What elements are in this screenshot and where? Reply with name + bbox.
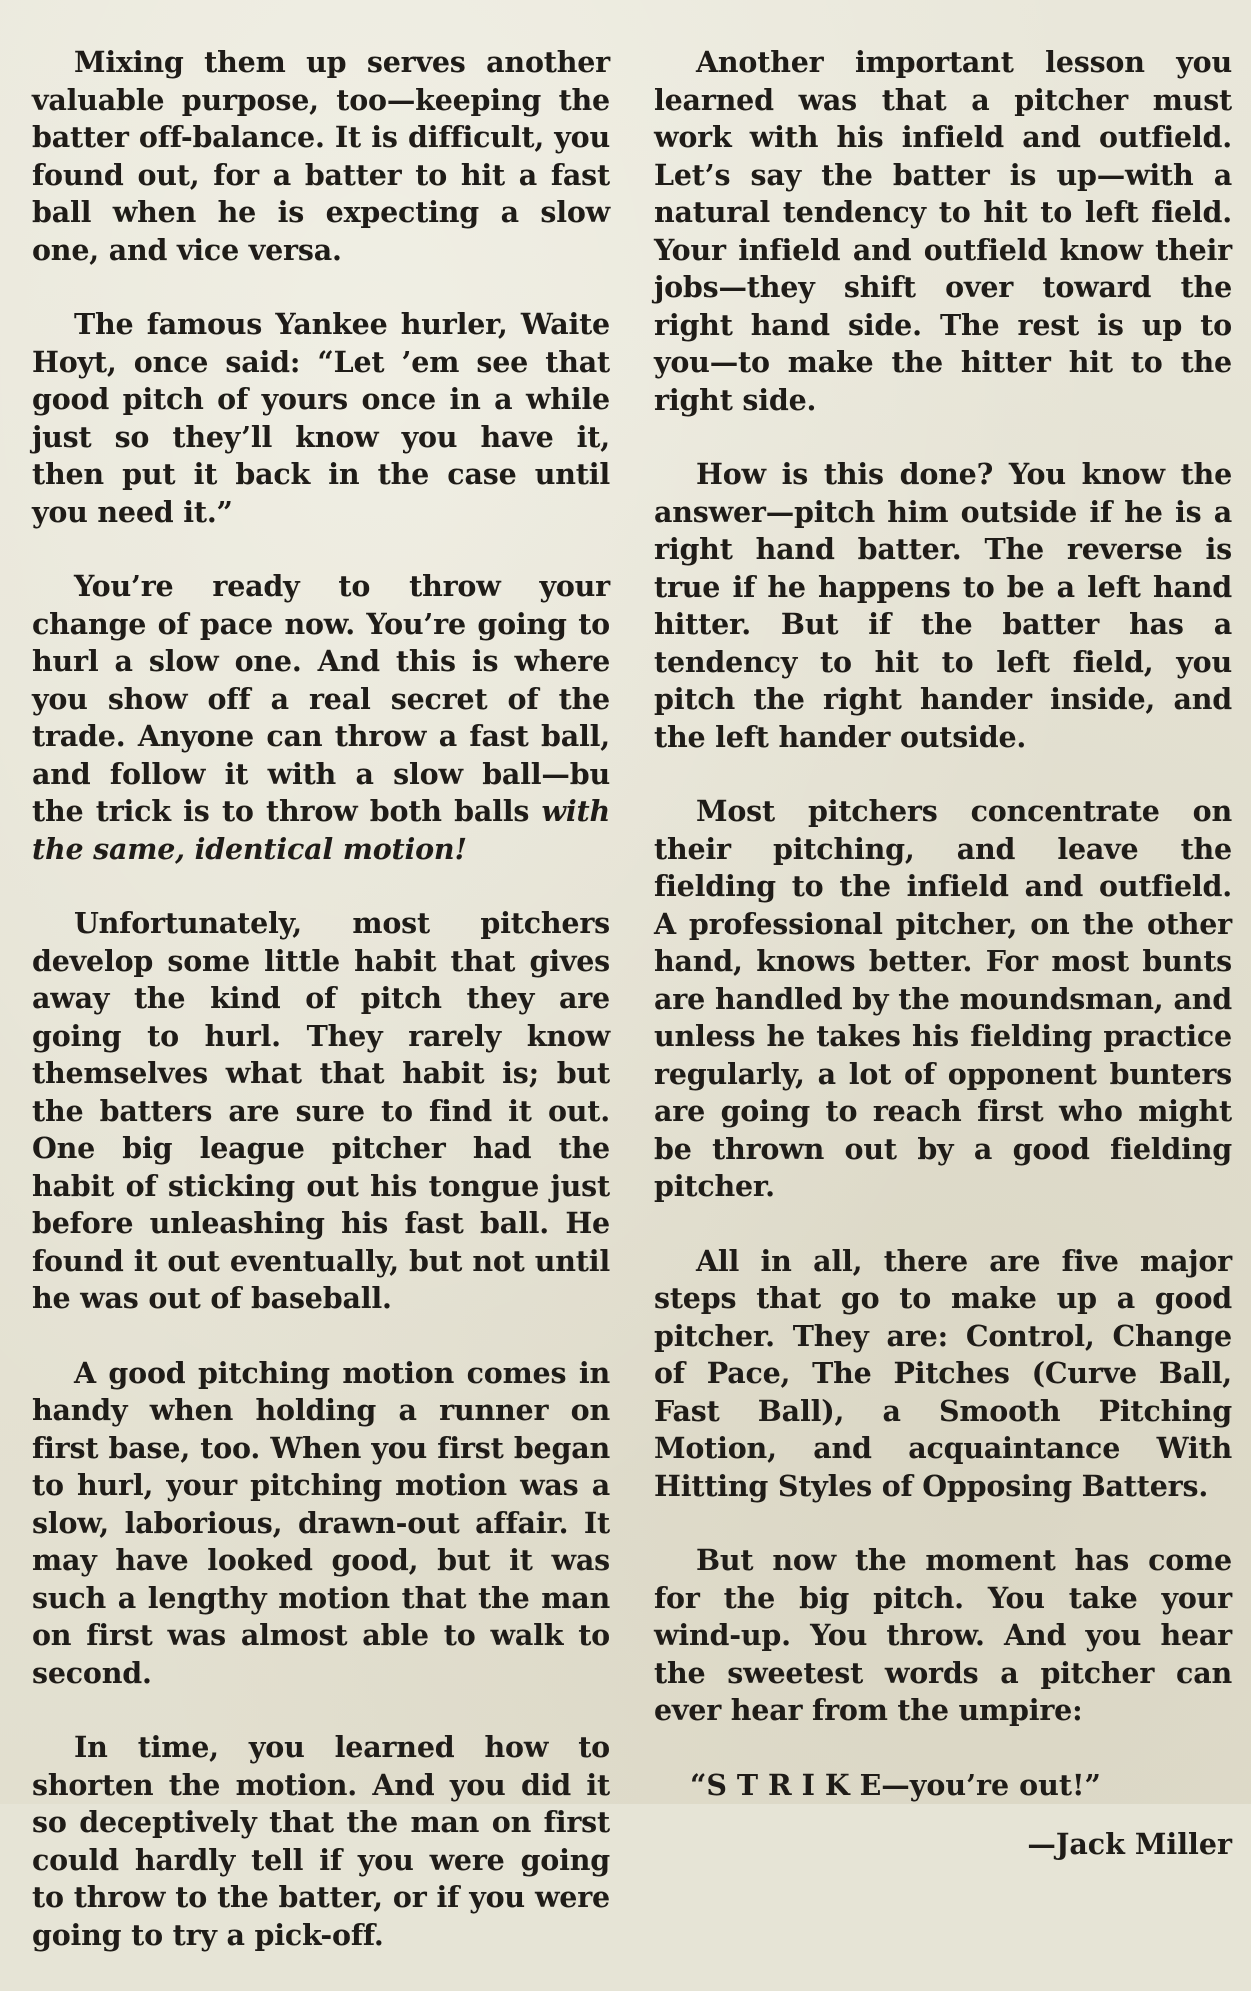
paragraph-mixing-pitches: Mixing them up serves another valuable purpose, too—keeping the batter off-balance. It is difficult, you found out, for a batter to hit a fast ball when he is expecting a slow one, and vice versa. bbox=[32, 45, 610, 267]
change-of-pace-text: You’re ready to throw your change of pace now. You’re going to hurl a slow one. And this is where you show off a real secret of the trade. Anyone can throw a fast ball, and follow it with a slow ball—bu the trick is to throw both balls bbox=[32, 569, 610, 828]
paragraph-pitching-motion: A good pitching motion comes in handy when holding a runner on first base, too. When you first began to hurl, your pitching motion was a slow, laborious, drawn-out affair. It may have looked good, but it was such a lengthy motion that the man on first was almost able to walk to second. bbox=[32, 1355, 610, 1690]
paragraph-pitcher-habits: Unfortunately, most pitchers develop some little habit that gives away the kind of pitch they are going to hurl. They rarely know themselves what that habit is; but the batters are sure to find it out. One big league pitcher had the habit of sticking out his tongue just before unleashing his fast ball. He found it out eventually, but not until he was out of baseball. bbox=[32, 906, 610, 1315]
left-column bbox=[32, 44, 610, 1991]
paragraph-change-of-pace bbox=[32, 568, 610, 868]
paragraph-shorten-motion: In time, you learned how to shorten the motion. And you did it so deceptively that the man on first could hardly tell if you were going to throw to the batter, or if you were going to try a pick-off. bbox=[32, 1730, 610, 1952]
paragraph-five-major-steps: All in all, there are five major steps that go to make up a good pitcher. They are: Control, Change of Pace, The Pitches (Curve Ball, Fast Ball), a Smooth Pitching Motion, and acquaintance With Hitting Styles of Opposing Batters. bbox=[654, 1243, 1232, 1503]
paragraph-infield-outfield: Another important lesson you learned was that a pitcher must work with his infield and outfield. Let’s say the batter is up—with a natural tendency to hit to left field. Your infield and outfield know their jobs—they shift over toward the right hand side. The rest is up to you—to make the hitter hit to the right side. bbox=[654, 45, 1232, 417]
paragraph-how-is-this-done: How is this done? You know the answer—pitch him outside if he is a right hand batter. The reverse is true if he happens to be a left hand hitter. But if the batter has a tendency to hit to left field, you pitch the right hander inside, and the left hander outside. bbox=[654, 457, 1232, 754]
strike-quote: “S T R I K E—you’re out!” bbox=[690, 1767, 1101, 1802]
paragraph-waite-hoyt-quote: The famous Yankee hurler, Waite Hoyt, once said: “Let ’em see that good pitch of yours once in a while just so they’ll know you have it, then put it back in the case until you need it.” bbox=[32, 307, 610, 529]
paragraph-big-pitch: But now the moment has come for the big pitch. You take your wind-up. You throw. And you hear the sweetest words a pitcher can ever hear from the umpire: bbox=[654, 1543, 1232, 1727]
right-column bbox=[654, 44, 1232, 1864]
author-signature: —Jack Miller bbox=[1027, 1827, 1232, 1861]
paragraph-fielding-practice: Most pitchers concentrate on their pitching, and leave the fielding to the infield and outfield. A professional pitcher, on the other hand, knows better. For most bunts are handled by the moundsman, and unless he takes his fielding practice regularly, a lot of opponent bunters are going to reach first who might be thrown out by a good fielding pitcher. bbox=[654, 794, 1232, 1203]
identical-motion-emphasis: with the same, identical motion! bbox=[32, 794, 610, 866]
